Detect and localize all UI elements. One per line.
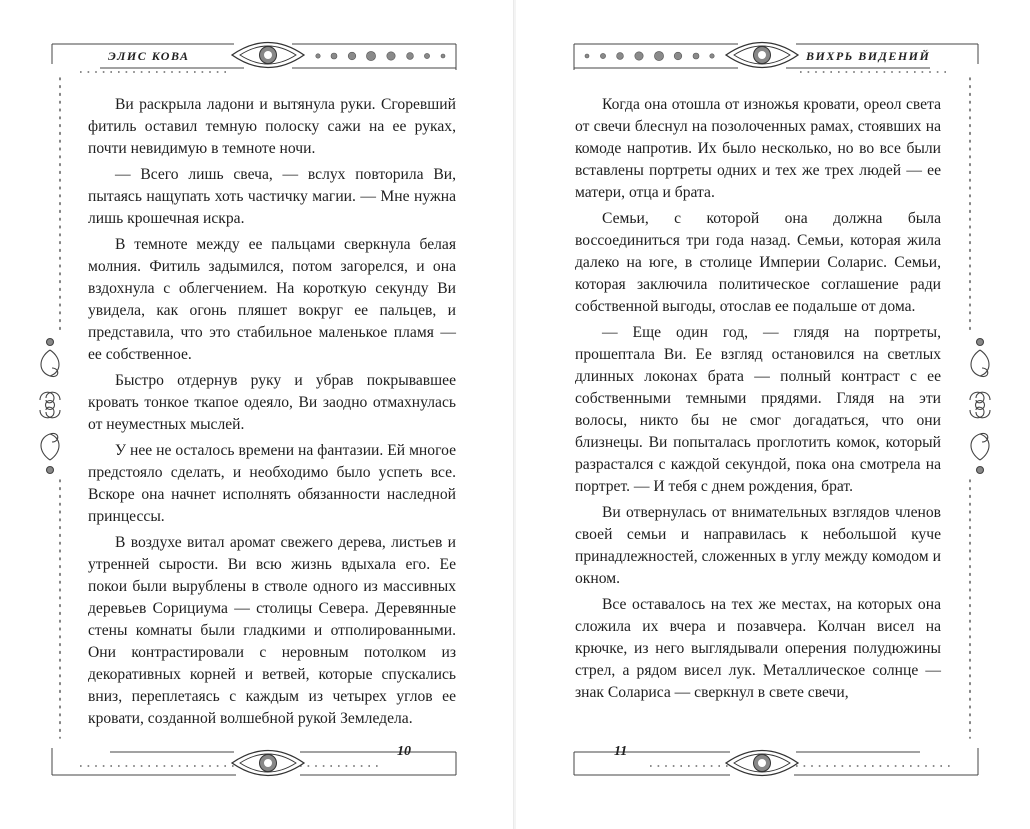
paragraph: — Всего лишь свеча, — вслух повторила Ви, пытаясь нащупать хоть частичку магии. — Мне нужна лишь крошечная искра. [88, 166, 456, 227]
page-number: 10 [397, 744, 411, 759]
left-page [0, 0, 514, 829]
right-page [516, 0, 1030, 829]
running-head: ВИХРЬ ВИДЕНИЙ [806, 49, 931, 63]
paragraph: Семьи, с которой она должна была воссоединиться три года назад. Семьи, которая жила далеко на юге, в столице Империи Соларис. Семьи, которая заключила политическое соглашение ради собственной выгоды, отослав ее подальше от дома. [575, 210, 941, 315]
paragraph: Все оставалось на тех же местах, на которых она сложила их вчера и позавчера. Колчан висел на крючке, из него выглядывали оперения полудюжины стрел, а рядом висел лук. Металлическое солнце — знак Солариса — сверкнул в свете свечи, [575, 596, 941, 701]
running-head: ЭЛИС КОВА [108, 49, 190, 63]
paragraph: Ви отвернулась от внимательных взглядов членов своей семьи и направилась к небольшой куче принадлежностей, сложенных в углу между комодом и окном. [575, 504, 941, 587]
paragraph: — Еще один год, — глядя на портреты, прошептала Ви. Ее взгляд остановился на светлых длинных локонах брата — полный контраст с ее собственными темными прядями. Глядя на эти волосы, никто бы не смог догадаться, что они близнецы. Ви попыталась проглотить комок, который разрастался с каждой секундой, пока она смотрела на портрет. — И тебя с днем рождения, брат. [575, 324, 941, 495]
eye-icon [726, 43, 798, 68]
paragraph: Быстро отдернув руку и убрав покрывавшее кровать тонкое ткапое одеяло, Ви заодно отмахнулась от неуместных мыслей. [88, 372, 456, 433]
paragraph: Когда она отошла от изножья кровати, ореол света от свечи блеснул на позолоченных рамах, стоявших на комоде напротив. Их было несколько, но во все были вставлены портреты одних и тех же трех людей — ее матери, отца и брата. [575, 96, 941, 201]
swirl-icon [970, 339, 990, 474]
dot-row [316, 51, 445, 60]
body-text [88, 94, 456, 734]
page-number: 11 [614, 744, 628, 759]
body-text [575, 94, 941, 708]
dot-row [585, 51, 714, 60]
paragraph: Ви раскрыла ладони и вытянула руки. Сгоревший фитиль оставил темную полоску сажи на ее руках, почти невидимую в темноте ночи. [88, 96, 456, 157]
eye-icon [232, 43, 304, 68]
eye-icon [232, 751, 304, 776]
swirl-icon [40, 339, 60, 474]
eye-icon [726, 751, 798, 776]
paragraph: У нее не осталось времени на фантазии. Ей многое предстояло сделать, и необходимо было успеть все. Вскоре она начнет исполнять обязанности наследной принцессы. [88, 442, 456, 525]
paragraph: В воздухе витал аромат свежего дерева, листьев и утренней сырости. Ви всю жизнь вдыхала его. Ее покои были вырублены в стволе одного из массивных деревьев Сорициума — столицы Севера. Деревянные стены комнаты были гладкими и отполированными. Они контрастировали с неровным потолком из декоративных корней и ветвей, которые спускались вниз, переплетаясь с каждым из четырех углов ее кровати, созданной волшебной рукой Земледела. [88, 534, 456, 727]
paragraph: В темноте между ее пальцами сверкнула белая молния. Фитиль задымился, потом загорелся, и она вздохнула с облегчением. На короткую секунду Ви увидела, как огонь пляшет вокруг ее пальцев, и представила, что это стабильное маленькое пламя — ее собственное. [88, 236, 456, 363]
